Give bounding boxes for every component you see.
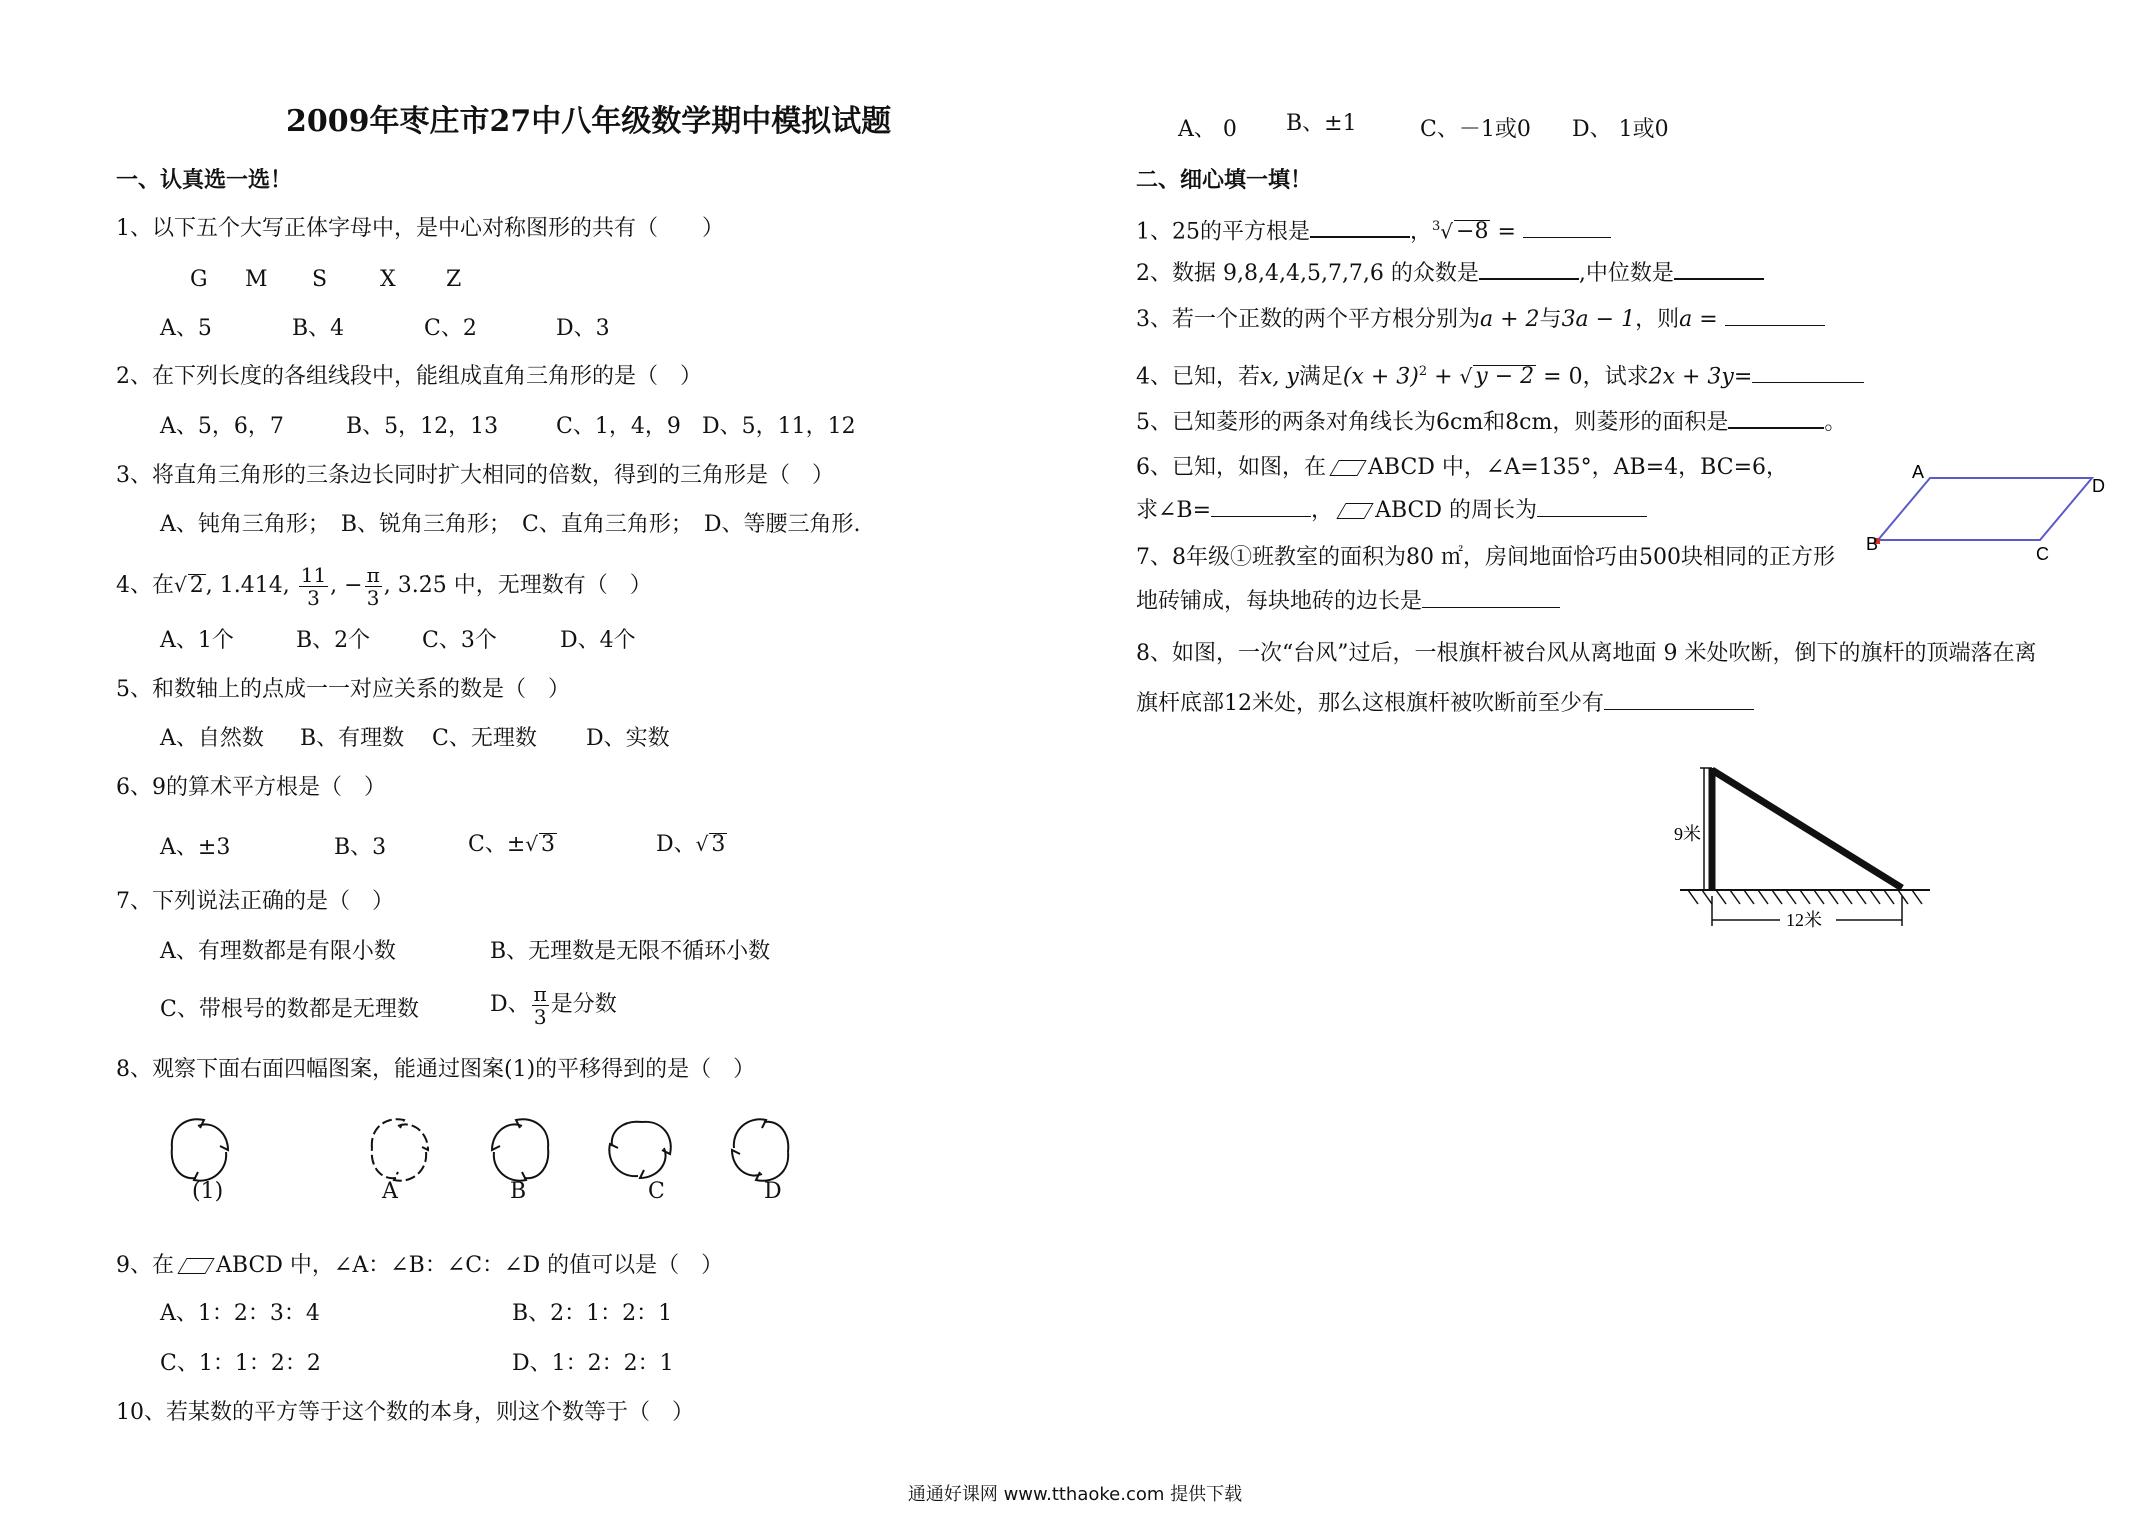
- q9-option-a: A、1：2：3：4: [160, 1301, 320, 1326]
- q9-option-d: D、1：2：2：1: [512, 1351, 674, 1376]
- q1-option-c: C、2: [424, 316, 477, 341]
- q4-sep: , −: [330, 573, 363, 598]
- fill-5: 5、已知菱形的两条对角线长为6cm和8cm，则菱形的面积是 。: [1136, 410, 1847, 435]
- fill-2: 2、数据 9,8,4,4,5,7,7,6 的众数是 ,中位数是: [1136, 260, 1764, 288]
- fill-7-line-1: 7、8年级①班教室的面积为80 ㎡，房间地面恰巧由500块相同的正方形: [1136, 545, 1835, 570]
- answer-blank[interactable]: [1211, 516, 1311, 517]
- q1-letter: M: [245, 267, 268, 292]
- q10-option-d: D、 1或0: [1572, 117, 1669, 142]
- q4-mid: , 1.414,: [205, 573, 290, 598]
- answer-blank[interactable]: [1310, 236, 1410, 238]
- q10-stem: 10、若某数的平方等于这个数的本身，则这个数等于（ ）: [116, 1400, 694, 1425]
- answer-blank[interactable]: [1422, 607, 1560, 608]
- answer-blank[interactable]: [1604, 709, 1754, 710]
- q1-letter: X: [380, 267, 396, 292]
- q8-stem: 8、观察下面右面四幅图案，能通过图案(1)的平移得到的是（ ）: [116, 1057, 756, 1082]
- q5-option-b: B、有理数: [300, 726, 405, 751]
- q7-option-a: A、有理数都是有限小数: [160, 939, 396, 964]
- q6-option-b: B、3: [334, 835, 387, 860]
- q3-options: A、钝角三角形； B、锐角三角形； C、直角三角形； D、等腰三角形.: [160, 512, 861, 537]
- q2-option-a: A、5，6，7: [160, 414, 284, 439]
- answer-blank[interactable]: [1479, 278, 1579, 280]
- q9-option-c: C、1：1：2：2: [160, 1351, 321, 1376]
- fill-6-line-1: 6、已知，如图，在 ABCD 中，∠A=135°，AB=4，BC=6，: [1136, 455, 1788, 480]
- q8-pattern-a: [372, 1119, 428, 1180]
- answer-blank[interactable]: [1674, 278, 1764, 280]
- q1-letter: Z: [446, 267, 462, 292]
- q2-stem: 2、在下列长度的各组线段中，能组成直角三角形的是（ ）: [116, 364, 702, 389]
- fill-4: 4、已知，若x, y满足$(x + 3)^2$ + √ y − 2 = 0，试求2x + 3y=: [1136, 358, 1864, 391]
- q7-option-d: D、 $\frac{\pi}{3}$ 是分数: [490, 981, 617, 1029]
- q4-option-d: D、4个: [560, 628, 636, 653]
- vertex-label: D: [2092, 476, 2105, 496]
- q9-stem: 9、在 ABCD 中，∠A：∠B：∠C：∠D 的值可以是（ ）: [116, 1253, 724, 1278]
- q1-option-b: B、4: [292, 316, 345, 341]
- q4-option-a: A、1个: [160, 628, 234, 653]
- q1-letter: S: [312, 267, 328, 292]
- q10-option-a: A、 0: [1178, 117, 1237, 142]
- q8-pattern-original: [172, 1119, 228, 1180]
- q2-option-c: C、1，4，9: [556, 414, 681, 439]
- q4-option-c: C、3个: [422, 628, 497, 653]
- footer-credit: 通通好课网 www.tthaoke.com 提供下载: [907, 1484, 1243, 1505]
- q4-option-b: B、2个: [296, 628, 371, 653]
- section-1-heading: 一、认真选一选！: [116, 167, 293, 193]
- fill-3: 3、若一个正数的两个平方根分别为a + 2与3a − 1，则a =: [1136, 306, 1825, 334]
- q4-prefix: 4、在: [116, 573, 174, 598]
- parallelogram-icon: [1336, 503, 1373, 519]
- fill-1: 1、25的平方根是 ，$^3$√ −8 =: [1136, 213, 1611, 246]
- q8-label: C: [648, 1179, 665, 1204]
- q8-label: B: [510, 1179, 527, 1204]
- q8-pattern-b: [492, 1119, 548, 1180]
- q8-label: A: [382, 1179, 398, 1204]
- fill-8-line-2: 旗杆底部12米处，那么这根旗杆被吹断前至少有: [1136, 690, 1754, 718]
- q6-option-c: C、±√ 3: [468, 832, 556, 857]
- q4-sqrt-radicand: 2: [189, 573, 204, 598]
- q8-pattern-figures: [0, 1100, 1000, 1210]
- vertex-label: C: [2036, 544, 2049, 564]
- q8-label: (1): [192, 1179, 224, 1204]
- q8-pattern-c: [609, 1122, 670, 1178]
- parallelogram-icon: [177, 1258, 214, 1274]
- q1-letter: G: [190, 267, 208, 292]
- q8-label: D: [764, 1179, 782, 1204]
- q1-stem: 1、以下五个大写正体字母中，是中心对称图形的共有（ ）: [116, 216, 724, 241]
- q10-option-c: C、－1或0: [1420, 117, 1531, 142]
- q4-stem: 4、在√ 2, 1.414, $\frac{11}{3}$ , − $\frac{\pi}{3}$ , 3.2̇5̇ 中，无理数有（ ）: [116, 562, 652, 610]
- q6-option-d: D、√ 3: [656, 832, 726, 857]
- q9-option-b: B、2：1：2：1: [512, 1301, 673, 1326]
- q3-stem: 3、将直角三角形的三条边长同时扩大相同的倍数，得到的三角形是（ ）: [116, 463, 834, 488]
- q6-option-a: A、±3: [160, 835, 231, 860]
- fill-7-line-2: 地砖铺成，每块地砖的边长是: [1136, 588, 1560, 616]
- vertex-label: A: [1912, 462, 1925, 482]
- q1-option-d: D、3: [556, 316, 610, 341]
- fill-8-line-1: 8、如图，一次“台风”过后，一根旗杆被台风从离地面 9 米处吹断，倒下的旗杆的顶端落在离: [1136, 641, 2037, 666]
- parallelogram-icon: [1329, 460, 1366, 476]
- q7-stem: 7、下列说法正确的是（ ）: [116, 889, 394, 914]
- q1-option-a: A、5: [160, 316, 212, 341]
- q6-stem: 6、9的算术平方根是（ ）: [116, 775, 386, 800]
- q2-option-d: D、5，11，12: [702, 414, 856, 439]
- q4-fraction-11-3: $\frac{11}{3}$: [300, 562, 327, 610]
- parallelogram-figure: [1800, 460, 2105, 570]
- q8-pattern-d: [732, 1119, 788, 1180]
- page-title: 2009年枣庄市27中八年级数学期中模拟试题: [286, 104, 892, 139]
- q7-option-c: C、带根号的数都是无理数: [160, 997, 419, 1022]
- flagpole-height-label: 9米: [1674, 824, 1701, 844]
- flagpole-distance-label: 12米: [1786, 910, 1822, 930]
- q4-tail: , 3.2̇5̇ 中，无理数有（ ）: [383, 573, 652, 598]
- q4-fraction-pi-3: $\frac{\pi}{3}$: [366, 562, 380, 610]
- q5-option-c: C、无理数: [432, 726, 537, 751]
- answer-blank[interactable]: [1752, 382, 1864, 383]
- q7-option-b: B、无理数是无限不循环小数: [490, 939, 771, 964]
- answer-blank[interactable]: [1537, 516, 1647, 517]
- vertex-label: B: [1866, 534, 1879, 554]
- flagpole-figure: [1630, 760, 2050, 940]
- q5-option-d: D、实数: [586, 726, 670, 751]
- q2-option-b: B、5，12，13: [346, 414, 499, 439]
- q10-option-b: B、±1: [1286, 111, 1357, 136]
- q5-option-a: A、自然数: [160, 726, 264, 751]
- fill-6-line-2: 求∠B= ， ABCD 的周长为: [1136, 497, 1647, 525]
- answer-blank[interactable]: [1728, 427, 1824, 429]
- section-2-heading: 二、细心填一填！: [1136, 167, 1313, 193]
- answer-blank[interactable]: [1725, 325, 1825, 326]
- q5-stem: 5、和数轴上的点成一一对应关系的数是（ ）: [116, 677, 570, 702]
- answer-blank[interactable]: [1523, 237, 1611, 238]
